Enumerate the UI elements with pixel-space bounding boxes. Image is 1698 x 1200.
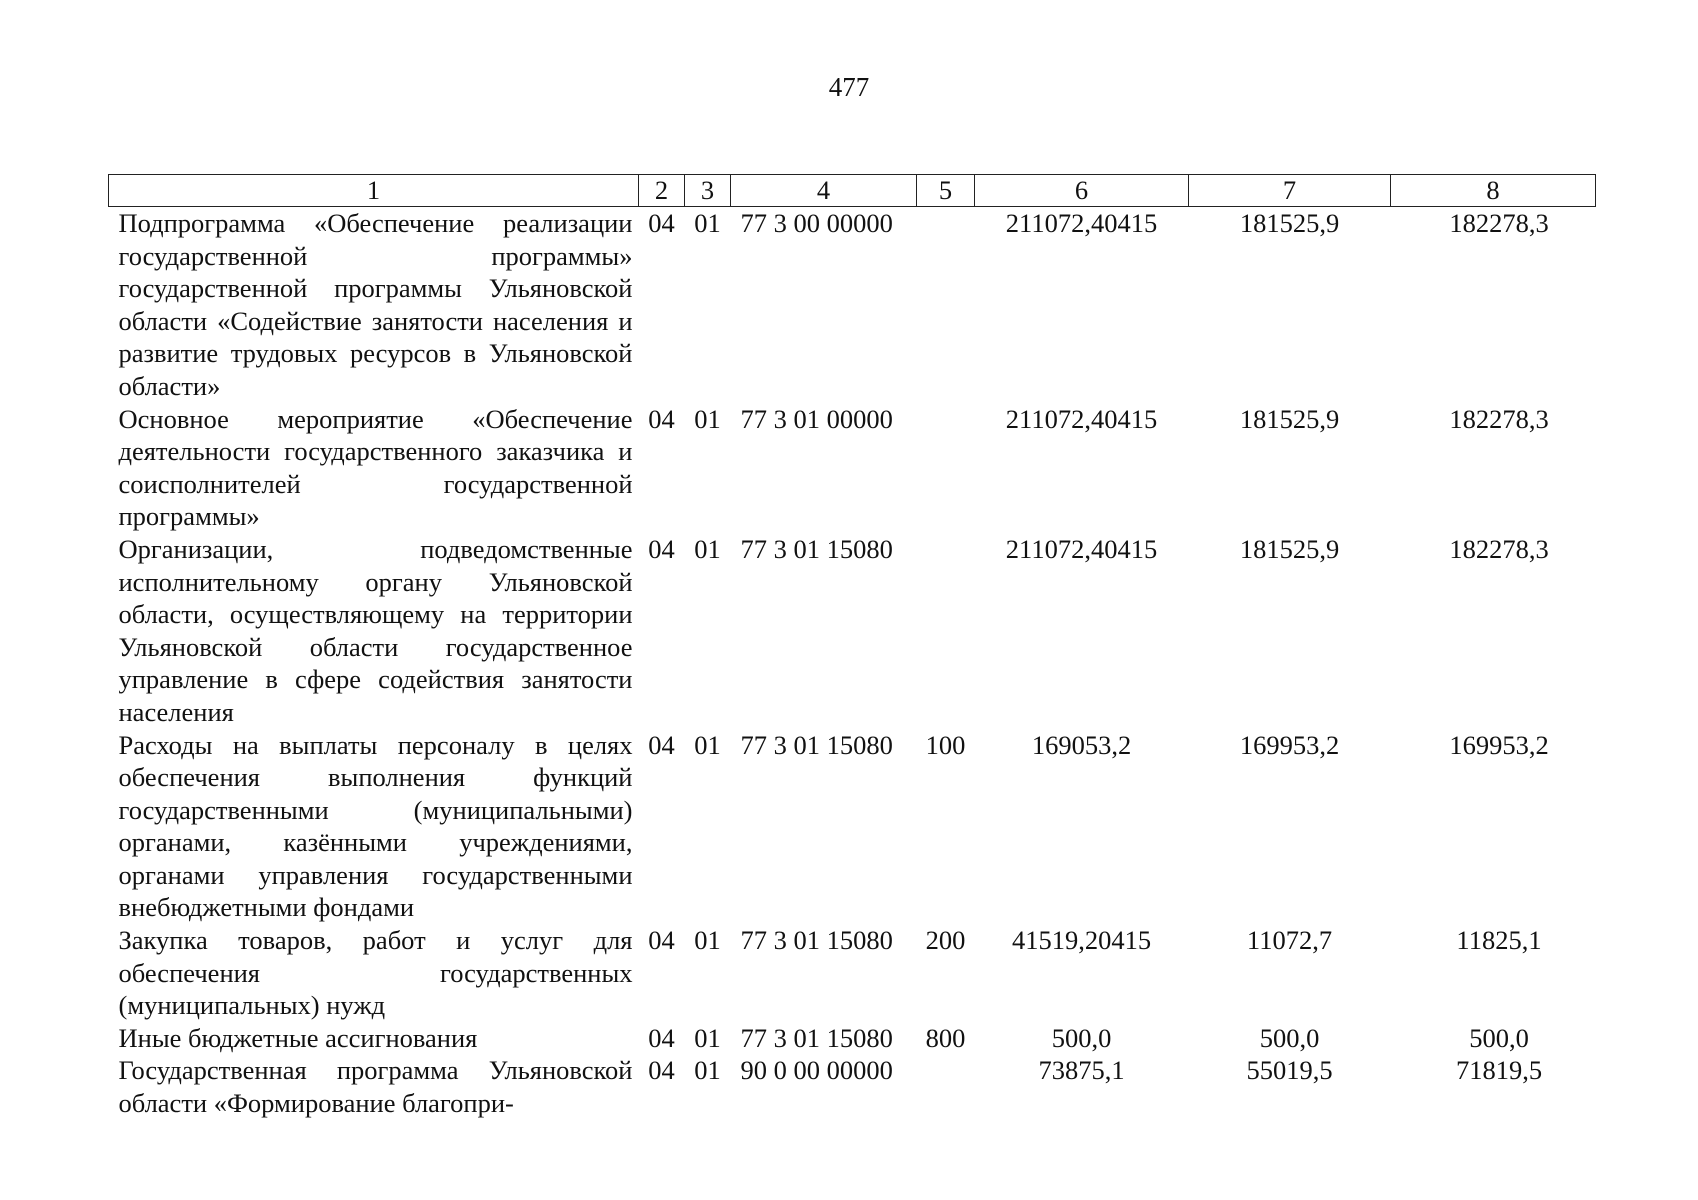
row-amount-6: 211072,40415 (1005, 533, 1158, 564)
table-row (109, 533, 1596, 729)
row-amount-8: 182278,3 (1449, 403, 1549, 434)
row-name: Закупка товаров, работ и услуг для обеспечения государственных (муниципальных) нужд (118, 925, 633, 1021)
row-target-code: 77 3 01 15080 (740, 729, 893, 760)
header-col-4: 4 (731, 175, 917, 207)
header-col-8: 8 (1391, 175, 1596, 207)
row-amount-7: 181525,9 (1239, 403, 1340, 434)
row-amount-7: 55019,5 (1246, 1055, 1333, 1086)
row-amount-7: 169953,2 (1239, 729, 1340, 760)
row-subsection: 01 (694, 1022, 721, 1053)
table-row (109, 1022, 1596, 1055)
row-subsection: 01 (694, 729, 721, 760)
row-section: 04 (648, 208, 675, 238)
row-amount-7: 11072,7 (1246, 925, 1333, 956)
header-col-7: 7 (1189, 175, 1391, 207)
row-subsection: 01 (694, 403, 721, 434)
row-name: Расходы на выплаты персоналу в целях обеспечения выполнения функций государственными (муниципальными) органами, казёнными учреждениями, органами управления государственными внебюджетными фондами (118, 729, 633, 923)
table-row (109, 403, 1596, 533)
row-section: 04 (648, 729, 675, 760)
row-amount-8: 500,0 (1469, 1022, 1529, 1053)
table-row (109, 207, 1596, 403)
row-expense-type (917, 207, 975, 403)
row-target-code: 90 0 00 00000 (740, 1055, 893, 1086)
row-amount-6: 211072,40415 (1005, 403, 1158, 434)
row-amount-7: 181525,9 (1239, 533, 1340, 564)
row-name: Основное мероприятие «Обеспечение деятельности государственного заказчика и соисполнителей государственной программы» (118, 403, 633, 532)
row-section: 04 (648, 1055, 675, 1086)
row-name: Организации, подведомственные исполнительному органу Ульяновской области, осуществляющему на территории Ульяновской области государственное управление в сфере содействия занятости населения (118, 533, 633, 727)
row-name: Иные бюджетные ассигнования (118, 1022, 478, 1053)
row-expense-type: 800 (925, 1022, 966, 1053)
row-expense-type: 200 (925, 925, 966, 956)
row-target-code: 77 3 00 00000 (740, 208, 893, 238)
row-amount-7: 500,0 (1259, 1022, 1320, 1053)
row-amount-6: 73875,1 (1038, 1055, 1125, 1086)
row-amount-8: 11825,1 (1456, 925, 1542, 956)
row-expense-type (917, 533, 975, 729)
row-subsection: 01 (694, 1055, 721, 1086)
header-row (109, 175, 1596, 207)
row-section: 04 (648, 1022, 675, 1053)
row-amount-8: 182278,3 (1449, 533, 1549, 564)
row-section: 04 (648, 925, 675, 956)
row-target-code: 77 3 01 00000 (740, 403, 893, 434)
table-row (109, 729, 1596, 925)
row-amount-8: 169953,2 (1449, 729, 1549, 760)
row-amount-6: 500,0 (1051, 1022, 1112, 1053)
row-amount-8: 182278,3 (1449, 208, 1549, 238)
row-name: Государственная программа Ульяновской области «Формирование благопри- (118, 1055, 633, 1119)
row-amount-6: 41519,20415 (1011, 925, 1152, 956)
row-section: 04 (648, 533, 675, 564)
header-col-2: 2 (639, 175, 685, 207)
row-name: Подпрограмма «Обеспечение реализации государственной программы» государственной программы Ульяновской области «Содействие занятости населения и развитие трудовых ресурсов в Ульяновской области» (118, 208, 633, 401)
row-expense-type (917, 403, 975, 533)
table-body (109, 207, 1596, 1120)
table-header (109, 175, 1596, 207)
row-amount-6: 169053,2 (1031, 729, 1132, 760)
header-col-5: 5 (917, 175, 975, 207)
header-col-1: 1 (109, 175, 639, 207)
row-target-code: 77 3 01 15080 (740, 533, 893, 564)
row-target-code: 77 3 01 15080 (740, 925, 893, 956)
row-target-code: 77 3 01 15080 (740, 1022, 893, 1053)
row-amount-6: 211072,40415 (1005, 208, 1158, 238)
header-col-6: 6 (975, 175, 1189, 207)
row-section: 04 (648, 403, 675, 434)
row-expense-type: 100 (925, 729, 966, 760)
table-row (109, 924, 1596, 1022)
header-col-3: 3 (685, 175, 731, 207)
row-amount-7: 181525,9 (1239, 208, 1340, 238)
table-row (109, 1054, 1596, 1119)
budget-table (108, 174, 1596, 1120)
row-expense-type (917, 1054, 975, 1119)
row-amount-8: 71819,5 (1455, 1055, 1543, 1086)
row-subsection: 01 (694, 925, 721, 956)
row-subsection: 01 (694, 208, 721, 238)
row-subsection: 01 (694, 533, 721, 564)
page-number: 477 (828, 72, 870, 102)
